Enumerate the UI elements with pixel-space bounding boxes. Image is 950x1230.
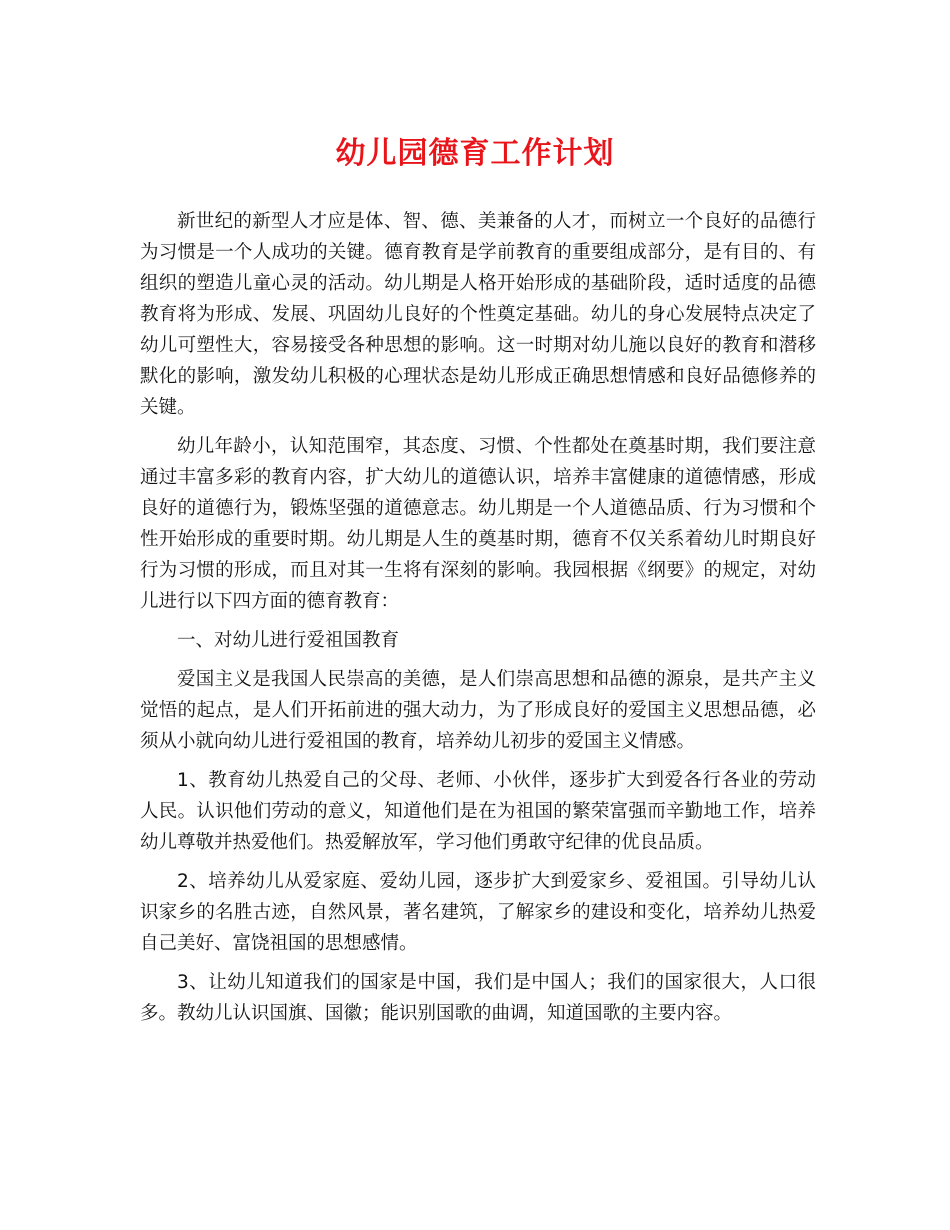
list-item-2: 2、培养幼儿从爱家庭、爱幼儿园，逐步扩大到爱家乡、爱祖国。引导幼儿认识家乡的名胜古迹，自然风景，著名建筑，了解家乡的建设和变化，培养幼儿热爱自己美好、富饶祖国的思想感情。 [140, 871, 816, 954]
document-body [140, 206, 816, 1037]
document-title: 幼儿园德育工作计划 [335, 136, 615, 171]
list-item-1: 1、教育幼儿热爱自己的父母、老师、小伙伴，逐步扩大到爱各行各业的劳动人民。认识他们劳动的意义，知道他们是在为祖国的繁荣富强而辛勤地工作，培养幼儿尊敬并热爱他们。热爱解放军，学习他们勇敢守纪律的优良品质。 [140, 770, 816, 853]
section-heading-patriotism: 一、对幼儿进行爱祖国教育 [177, 630, 400, 651]
paragraph-intro: 新世纪的新型人才应是体、智、德、美兼备的人才，而树立一个良好的品德行为习惯是一个人成功的关键。德育教育是学前教育的重要组成部分，是有目的、有组织的塑造儿童心灵的活动。幼儿期是人格开始形成的基础阶段，适时适度的品德教育将为形成、发展、巩固幼儿良好的个性奠定基础。幼儿的身心发展特点决定了幼儿可塑性大，容易接受各种思想的影响。这一时期对幼儿施以良好的教育和潜移默化的影响，激发幼儿积极的心理状态是幼儿形成正确思想情感和良好品德修养的关键。 [140, 211, 816, 418]
list-item-3: 3、让幼儿知道我们的国家是中国，我们是中国人；我们的国家很大，人口很多。教幼儿认识国旗、国徽；能识别国歌的曲调，知道国歌的主要内容。 [140, 972, 816, 1024]
paragraph-background: 幼儿年龄小，认知范围窄，其态度、习惯、个性都处在奠基时期，我们要注意通过丰富多彩的教育内容，扩大幼儿的道德认识，培养丰富健康的道德情感，形成良好的道德行为，锻炼坚强的道德意志。幼儿期是一个人道德品质、行为习惯和个性开始形成的重要时期。幼儿期是人生的奠基时期，德育不仅关系着幼儿时期良好行为习惯的形成，而且对其一生将有深刻的影响。我园根据《纲要》的规定，对幼儿进行以下四方面的德育教育： [140, 436, 816, 612]
paragraph-patriotism: 爱国主义是我国人民崇高的美德，是人们崇高思想和品德的源泉，是共产主义觉悟的起点，是人们开拓前进的强大动力，为了形成良好的爱国主义思想品德，必须从小就向幼儿进行爱祖国的教育，培养幼儿初步的爱国主义情感。 [140, 669, 816, 752]
